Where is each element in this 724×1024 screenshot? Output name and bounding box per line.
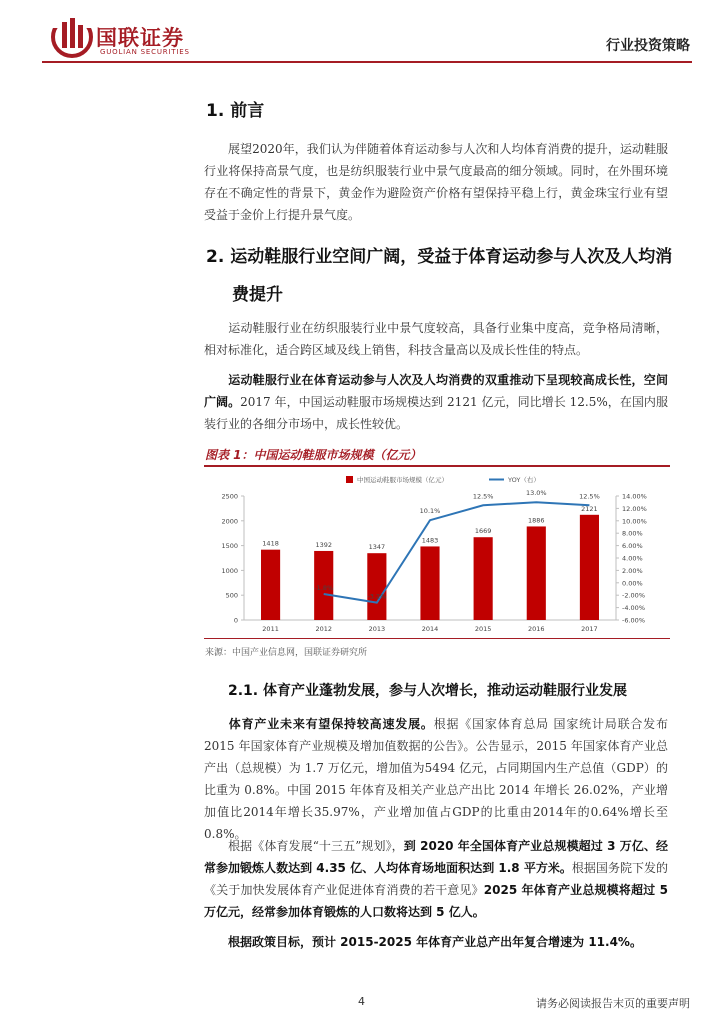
y-tick-label: 1500 bbox=[221, 542, 238, 551]
disclaimer-note: 请务必阅读报告末页的重要声明 bbox=[536, 997, 690, 1010]
x-tick-label: 2012 bbox=[315, 625, 332, 633]
bar-2016 bbox=[527, 526, 546, 620]
yoy-label: 13.0% bbox=[525, 489, 547, 498]
y2-tick-label: 2.00% bbox=[622, 566, 643, 575]
bar-label: 2121 bbox=[581, 504, 598, 513]
y2-tick-label: 0.00% bbox=[622, 579, 643, 588]
page-number: 4 bbox=[358, 995, 365, 1008]
bar-2014 bbox=[420, 546, 439, 620]
legend-bar-swatch bbox=[346, 476, 353, 483]
section2-paragraph2: 运动鞋服行业在体育运动参与人次及人均消费的双重推动下呈现较高成长性，空间广阔。2017 年，中国运动鞋服市场规模达到 2121 亿元，同比增长 12.5%，在国内服装行业的各细分市场中，成长性较优。 bbox=[204, 373, 668, 431]
bar-label: 1392 bbox=[315, 540, 332, 549]
x-tick-label: 2015 bbox=[474, 625, 492, 633]
section1-paragraph: 展望2020年，我们认为伴随着体育运动参与人次和人均体育消费的提升，运动鞋服行业将保持高景气度，也是纺织服装行业中景气度最高的细分领域。同时，在外围环境存在不确定性的背景下，黄金作为避险资产价格有望保持平稳上行，黄金珠宝行业有望受益于金价上行提升景气度。 bbox=[204, 142, 668, 222]
company-logo bbox=[50, 14, 200, 60]
y-tick-label: 0 bbox=[233, 616, 238, 625]
bar-label: 1347 bbox=[368, 543, 386, 552]
bar-2013 bbox=[367, 553, 386, 620]
figure-top-rule bbox=[204, 465, 670, 467]
section2-paragraph1: 运动鞋服行业在纺织服装行业中景气度较高，具备行业集中度高，竞争格局清晰，相对标准化，适合跨区域及线上销售，科技含量高以及成长性佳的特点。 bbox=[204, 321, 668, 357]
y-tick-label: 1000 bbox=[221, 566, 238, 575]
yoy-label: -3.2% bbox=[367, 592, 387, 601]
x-tick-label: 2013 bbox=[368, 625, 386, 633]
logo-text-en: GUOLIAN SECURITIES bbox=[100, 48, 190, 56]
bar-2017 bbox=[580, 515, 599, 620]
report-type: 行业投资策略 bbox=[606, 38, 690, 54]
yoy-label: 10.1% bbox=[419, 507, 441, 516]
y2-tick-label: -6.00% bbox=[622, 616, 645, 625]
y2-tick-label: 4.00% bbox=[622, 554, 643, 563]
y2-tick-label: 6.00% bbox=[622, 542, 643, 551]
section2-heading-line1: 2. 运动鞋服行业空间广阔，受益于体育运动参与人次及人均消 bbox=[206, 247, 673, 267]
yoy-label: -1.8% bbox=[314, 583, 334, 592]
section1-heading: 1. 前言 bbox=[206, 101, 265, 121]
y2-tick-label: 12.00% bbox=[622, 504, 647, 513]
y-tick-label: 2000 bbox=[221, 517, 238, 526]
section21-heading: 2.1. 体育产业蓬勃发展，参与人次增长，推动运动鞋服行业发展 bbox=[228, 683, 627, 699]
figure-title: 图表 1：中国运动鞋服市场规模（亿元） bbox=[205, 448, 422, 462]
bar-2015 bbox=[474, 537, 493, 620]
bar-label: 1418 bbox=[262, 539, 279, 548]
x-tick-label: 2017 bbox=[581, 625, 598, 633]
y2-tick-label: 8.00% bbox=[622, 529, 643, 538]
section21-paragraph3: 根据政策目标，预计 2015-2025 年体育产业总产出年复合增速为 11.4%。 bbox=[228, 935, 642, 949]
y2-tick-label: 10.00% bbox=[622, 517, 647, 526]
bar-label: 1669 bbox=[474, 527, 492, 536]
x-tick-label: 2011 bbox=[262, 625, 279, 633]
logo-mark-icon bbox=[50, 14, 96, 58]
y2-tick-label: -4.00% bbox=[622, 604, 645, 613]
section21-paragraph2: 根据《体育发展“十三五”规划》，到 2020 年全国体育产业总规模超过 3 万亿、经常参加锻炼人数达到 4.35 亿、人均体育场地面积达到 1.8 平方米。根据国务院下发的《关于加快发展体育产业促进体育消费的若干意见》2025 年体育产业总规模将超过 5 万亿元，经常参加体育锻炼的人口数将达到 5 亿人。 bbox=[204, 839, 668, 919]
section21-paragraph1: 体育产业未来有望保持较高速发展。根据《国家体育总局 国家统计局联合发布2015 年国家体育产业规模及增加值数据的公告》。公告显示，2015 年国家体育产业总产出（总规模）为 1.7 万亿元，增加值为5494 亿元，占同期国内生产总值（GDP）的比重为 0.8%。中国 2015 年体育及相关产业总产出比 2014 年增长 26.02%，产业增加值比2014年增长35.97%，产业增加值占GDP的比重由2014年的0.64%增长至0.8%。 bbox=[204, 717, 668, 841]
y2-tick-label: 14.00% bbox=[622, 492, 647, 501]
figure-bottom-rule bbox=[204, 638, 670, 639]
legend-bar-label: 中国运动鞋服市场规模（亿元） bbox=[357, 476, 448, 484]
logo-text-cn: 国联证券 bbox=[96, 26, 184, 50]
x-tick-label: 2014 bbox=[421, 625, 439, 633]
y-tick-label: 500 bbox=[225, 591, 238, 600]
market-size-chart bbox=[204, 468, 670, 636]
bar-label: 1483 bbox=[421, 536, 439, 545]
y-tick-label: 2500 bbox=[221, 492, 238, 501]
bar-2011 bbox=[261, 550, 280, 620]
x-tick-label: 2016 bbox=[528, 625, 545, 633]
y2-tick-label: -2.00% bbox=[622, 591, 645, 600]
section2-heading-line2: 费提升 bbox=[232, 285, 283, 305]
legend-line-label: YOY（右） bbox=[508, 476, 540, 484]
bar-label: 1886 bbox=[528, 516, 545, 525]
figure-source: 来源：中国产业信息网，国联证券研究所 bbox=[205, 648, 368, 658]
header-divider bbox=[42, 61, 692, 63]
yoy-line bbox=[324, 502, 590, 602]
yoy-label: 12.5% bbox=[472, 492, 494, 501]
yoy-label: 12.5% bbox=[579, 492, 600, 501]
